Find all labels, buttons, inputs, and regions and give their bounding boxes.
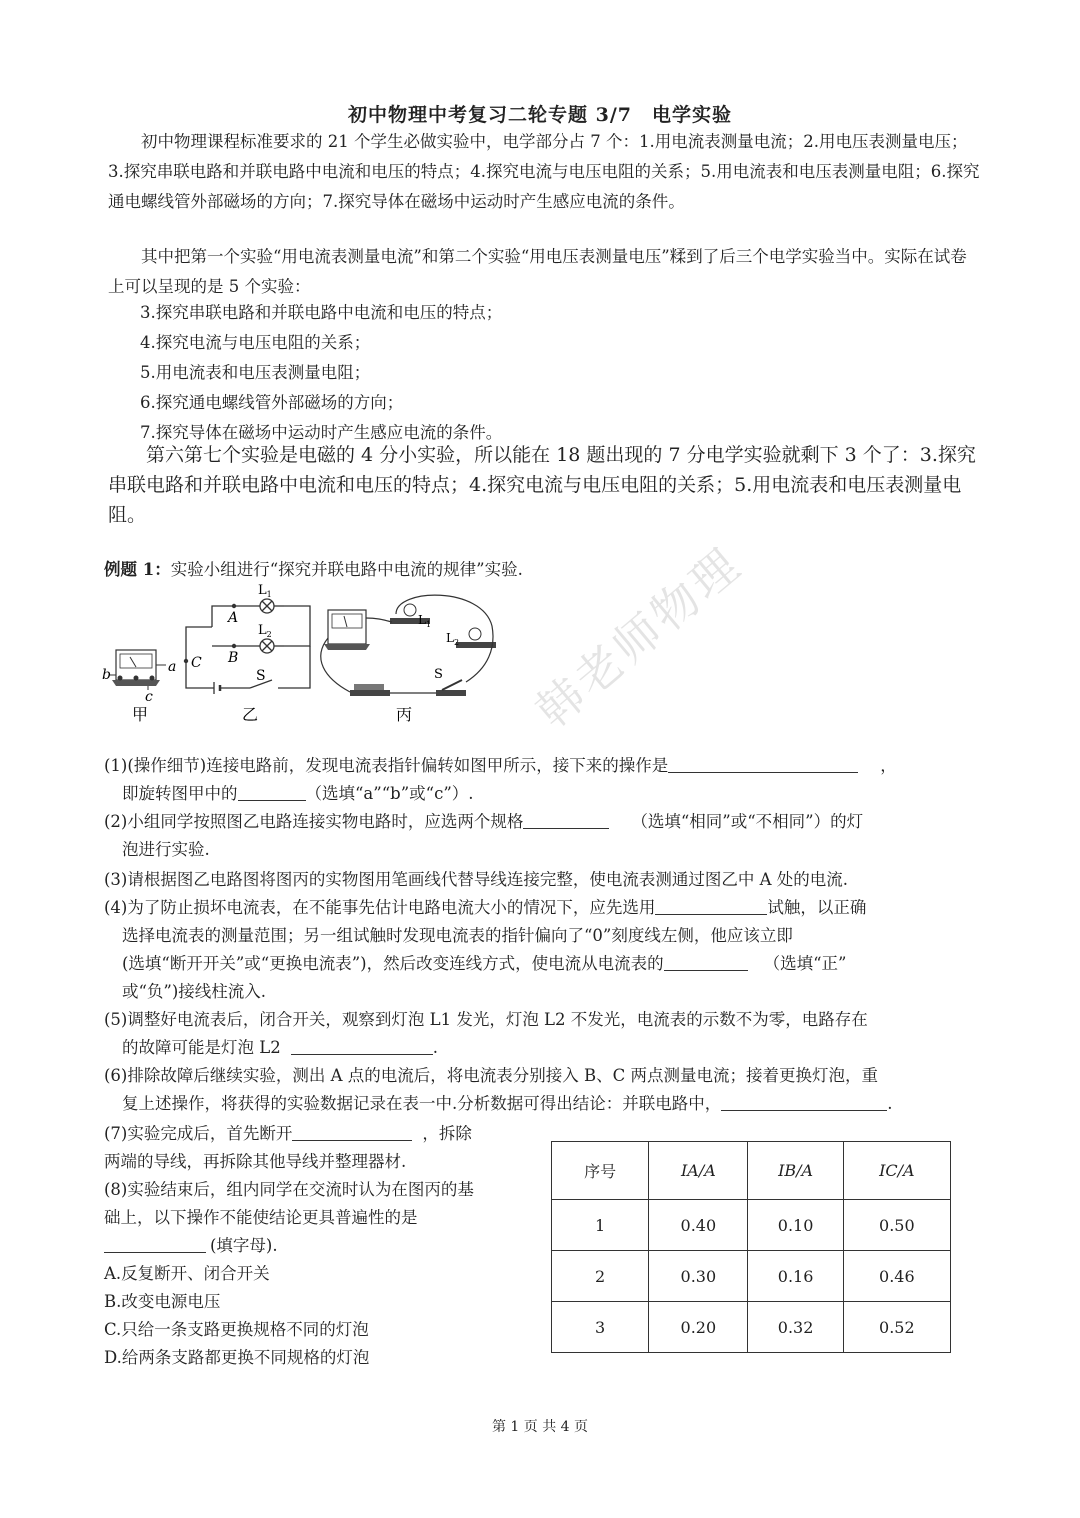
q4-text: (4)为了防止损坏电流表，在不能事先估计电路电流大小的情况下，应先选用 [104, 898, 656, 917]
question-2 [104, 808, 984, 864]
label-bing: 丙 [396, 705, 413, 724]
table-header-cell: 序号 [552, 1142, 649, 1200]
option-a: A.反复断开、闭合开关 [104, 1264, 270, 1283]
label-A: A [228, 610, 239, 626]
label-S-yi: S [256, 668, 266, 684]
q2-text: (2)小组同学按照图乙电路连接实物电路时，应选两个规格 [104, 812, 524, 831]
label-c: c [145, 689, 153, 705]
label-sub-1: 1 [266, 590, 272, 599]
q8-text-2: 础上，以下操作不能使结论更具普遍性的是 [104, 1208, 418, 1227]
question-5 [104, 1006, 984, 1062]
q4-text-4: (选填“断开开关”或“更换电流表”)，然后改变连线方式，使电流从电流表的 [122, 954, 664, 973]
question-1 [104, 752, 984, 808]
option-d: D.给两条支路都更换不同规格的灯泡 [104, 1348, 370, 1367]
table-cell: 0.30 [649, 1251, 748, 1302]
q6-text-2: 复上述操作，将获得的实验数据记录在表一中.分析数据可得出结论：并联电路中， [122, 1094, 722, 1113]
table-cell: 0.16 [748, 1251, 843, 1302]
label-sub-2: 2 [266, 630, 272, 639]
apparatus-bing [321, 595, 496, 696]
q1-text-3: （选填“a”“b”或“c”）. [305, 784, 474, 803]
q8-text-3: (填字母). [210, 1236, 278, 1255]
question-7 [104, 1120, 544, 1176]
q5-period: . [432, 1038, 438, 1057]
table-cell: 0.52 [843, 1302, 950, 1353]
table-cell: 0.32 [748, 1302, 843, 1353]
q7-text-3: 两端的导线，再拆除其他导线并整理器材. [104, 1152, 407, 1171]
q2-text-3: 泡进行实验. [122, 840, 210, 859]
q4-text-3: 选择电流表的测量范围；另一组试触时发现电流表的指针偏向了“0”刻度线左侧，他应该立即 [122, 926, 793, 945]
table-row [552, 1302, 951, 1353]
q1-comma: ， [880, 756, 897, 775]
q6-period: . [887, 1094, 893, 1113]
list-item: 7.探究导体在磁场中运动时产生感应电流的条件。 [140, 423, 503, 442]
table-cell: 0.10 [748, 1200, 843, 1251]
q4-text-5: （选填“正” [763, 954, 847, 973]
table-cell: 0.50 [843, 1200, 950, 1251]
label-S-bing: S [434, 667, 443, 682]
list-item: 4.探究电流与电压电阻的关系； [140, 333, 371, 352]
question-3: (3)请根据图乙电路图将图丙的实物图用笔画线代替导线连接完整，使电流表测通过图乙中 A 处的电流. [104, 870, 849, 889]
q2-text-2: （选填“相同”或“不相同”）的灯 [631, 812, 864, 831]
data-table [551, 1141, 951, 1353]
q1-answer-blank-1[interactable] [668, 754, 858, 773]
q8-text: (8)实验结束后，组内同学在交流时认为在图丙的基 [104, 1180, 474, 1199]
q4-answer-blank-2[interactable] [664, 952, 748, 971]
label-sub-1: 1 [425, 620, 432, 629]
question-4 [104, 894, 984, 1006]
label-L-text: L [258, 583, 267, 598]
table-header-row [552, 1142, 951, 1200]
q7-text: (7)实验完成后，首先断开 [104, 1124, 293, 1143]
table-cell: 0.20 [649, 1302, 748, 1353]
experiment-list [140, 298, 980, 448]
table-header-cell: IA/A [649, 1142, 748, 1200]
list-item: 6.探究通电螺线管外部磁场的方向； [140, 393, 404, 412]
label-B: B [228, 650, 239, 666]
label-a: a [168, 659, 177, 675]
q1-text: (1)(操作细节)连接电路前，发现电流表指针偏转如图甲所示，接下来的操作是 [104, 756, 669, 775]
question-6 [104, 1062, 984, 1118]
page-footer: 第 1 页 共 4 页 [491, 1419, 589, 1435]
page-title: 初中物理中考复习二轮专题 3/7 电学实验 [348, 104, 732, 126]
table-cell: 1 [552, 1200, 649, 1251]
q1-text-2: 即旋转图甲中的 [122, 784, 238, 803]
label-L2-yi [258, 623, 272, 639]
circuit-figure [100, 578, 500, 728]
table-row [552, 1251, 951, 1302]
label-b: b [102, 667, 111, 683]
question-8 [104, 1176, 544, 1372]
q7-text-2: ，拆除 [422, 1124, 472, 1143]
label-L-text: L [446, 631, 454, 645]
table-header-cell: IB/A [748, 1142, 843, 1200]
ammeter-jia [112, 650, 160, 686]
intro-paragraph-3: 第六第七个实验是电磁的 4 分小实验，所以能在 18 题出现的 7 分电学实验就剩下 3 个了：3.探究串联电路和并联电路中电流和电压的特点；4.探究电流与电压电阻的关系；5.用电流表和电压表测量电阻。 [108, 444, 976, 526]
q6-text: (6)排除故障后继续实验，测出 A 点的电流后，将电流表分别接入 B、C 两点测量电流；接着更换灯泡，重 [104, 1066, 879, 1085]
label-jia: 甲 [132, 705, 149, 724]
label-L1-yi [258, 583, 272, 599]
table-cell: 3 [552, 1302, 649, 1353]
option-b: B.改变电源电压 [104, 1292, 221, 1311]
q4-answer-blank-1[interactable] [655, 896, 767, 915]
q4-text-2: 试触，以正确 [767, 898, 867, 917]
example-label: 例题 1： [104, 560, 171, 579]
intro-paragraph-2: 其中把第一个实验“用电流表测量电流”和第二个实验“用电压表测量电压”糅到了后三个电学实验当中。实际在试卷上可以呈现的是 5 个实验： [108, 247, 967, 296]
example-text: 实验小组进行“探究并联电路中电流的规律”实验. [170, 560, 523, 579]
q5-text: (5)调整好电流表后，闭合开关，观察到灯泡 L1 发光，灯泡 L2 不发光，电流表的示数不为零，电路存在 [104, 1010, 868, 1029]
intro-paragraph-1: 初中物理课程标准要求的 21 个学生必做实验中，电学部分占 7 个：1.用电流表测量电流；2.用电压表测量电压；3.探究串联电路和并联电路中电流和电压的特点；4.探究电流与电压电阻的关系；5.用电流表和电压表测量电阻；6.探究通电螺线管外部磁场的方向；7.探究导体在磁场中运动时产生感应电流的条件。 [108, 132, 980, 211]
label-L-text: L [418, 613, 426, 627]
q4-text-6: 或“负”)接线柱流入. [122, 982, 267, 1001]
q5-answer-blank[interactable] [291, 1036, 433, 1055]
circuit-diagram-yi [186, 599, 310, 694]
label-L-text: L [258, 623, 267, 638]
list-item: 5.用电流表和电压表测量电阻； [140, 363, 371, 382]
list-item: 3.探究串联电路和并联电路中电流和电压的特点； [140, 303, 503, 322]
table-cell: 0.40 [649, 1200, 748, 1251]
table-row [552, 1200, 951, 1251]
q5-text-2: 的故障可能是灯泡 L2 [122, 1038, 281, 1057]
example-heading [104, 556, 523, 580]
label-L2-bing [446, 631, 459, 647]
table-cell: 0.46 [843, 1251, 950, 1302]
table-header-cell: IC/A [843, 1142, 950, 1200]
watermark: 韩老师物理 [525, 536, 753, 739]
label-yi: 乙 [242, 705, 259, 724]
option-c: C.只给一条支路更换规格不同的灯泡 [104, 1320, 369, 1339]
q7-answer-blank[interactable] [292, 1122, 412, 1141]
q1-answer-blank-2[interactable] [238, 782, 306, 801]
label-L1-bing [418, 613, 431, 629]
table-cell: 2 [552, 1251, 649, 1302]
q6-answer-blank[interactable] [721, 1092, 887, 1111]
label-sub-2: 2 [453, 638, 460, 647]
q2-answer-blank[interactable] [523, 810, 609, 829]
label-C: C [191, 655, 202, 671]
q8-answer-blank[interactable] [104, 1234, 206, 1253]
